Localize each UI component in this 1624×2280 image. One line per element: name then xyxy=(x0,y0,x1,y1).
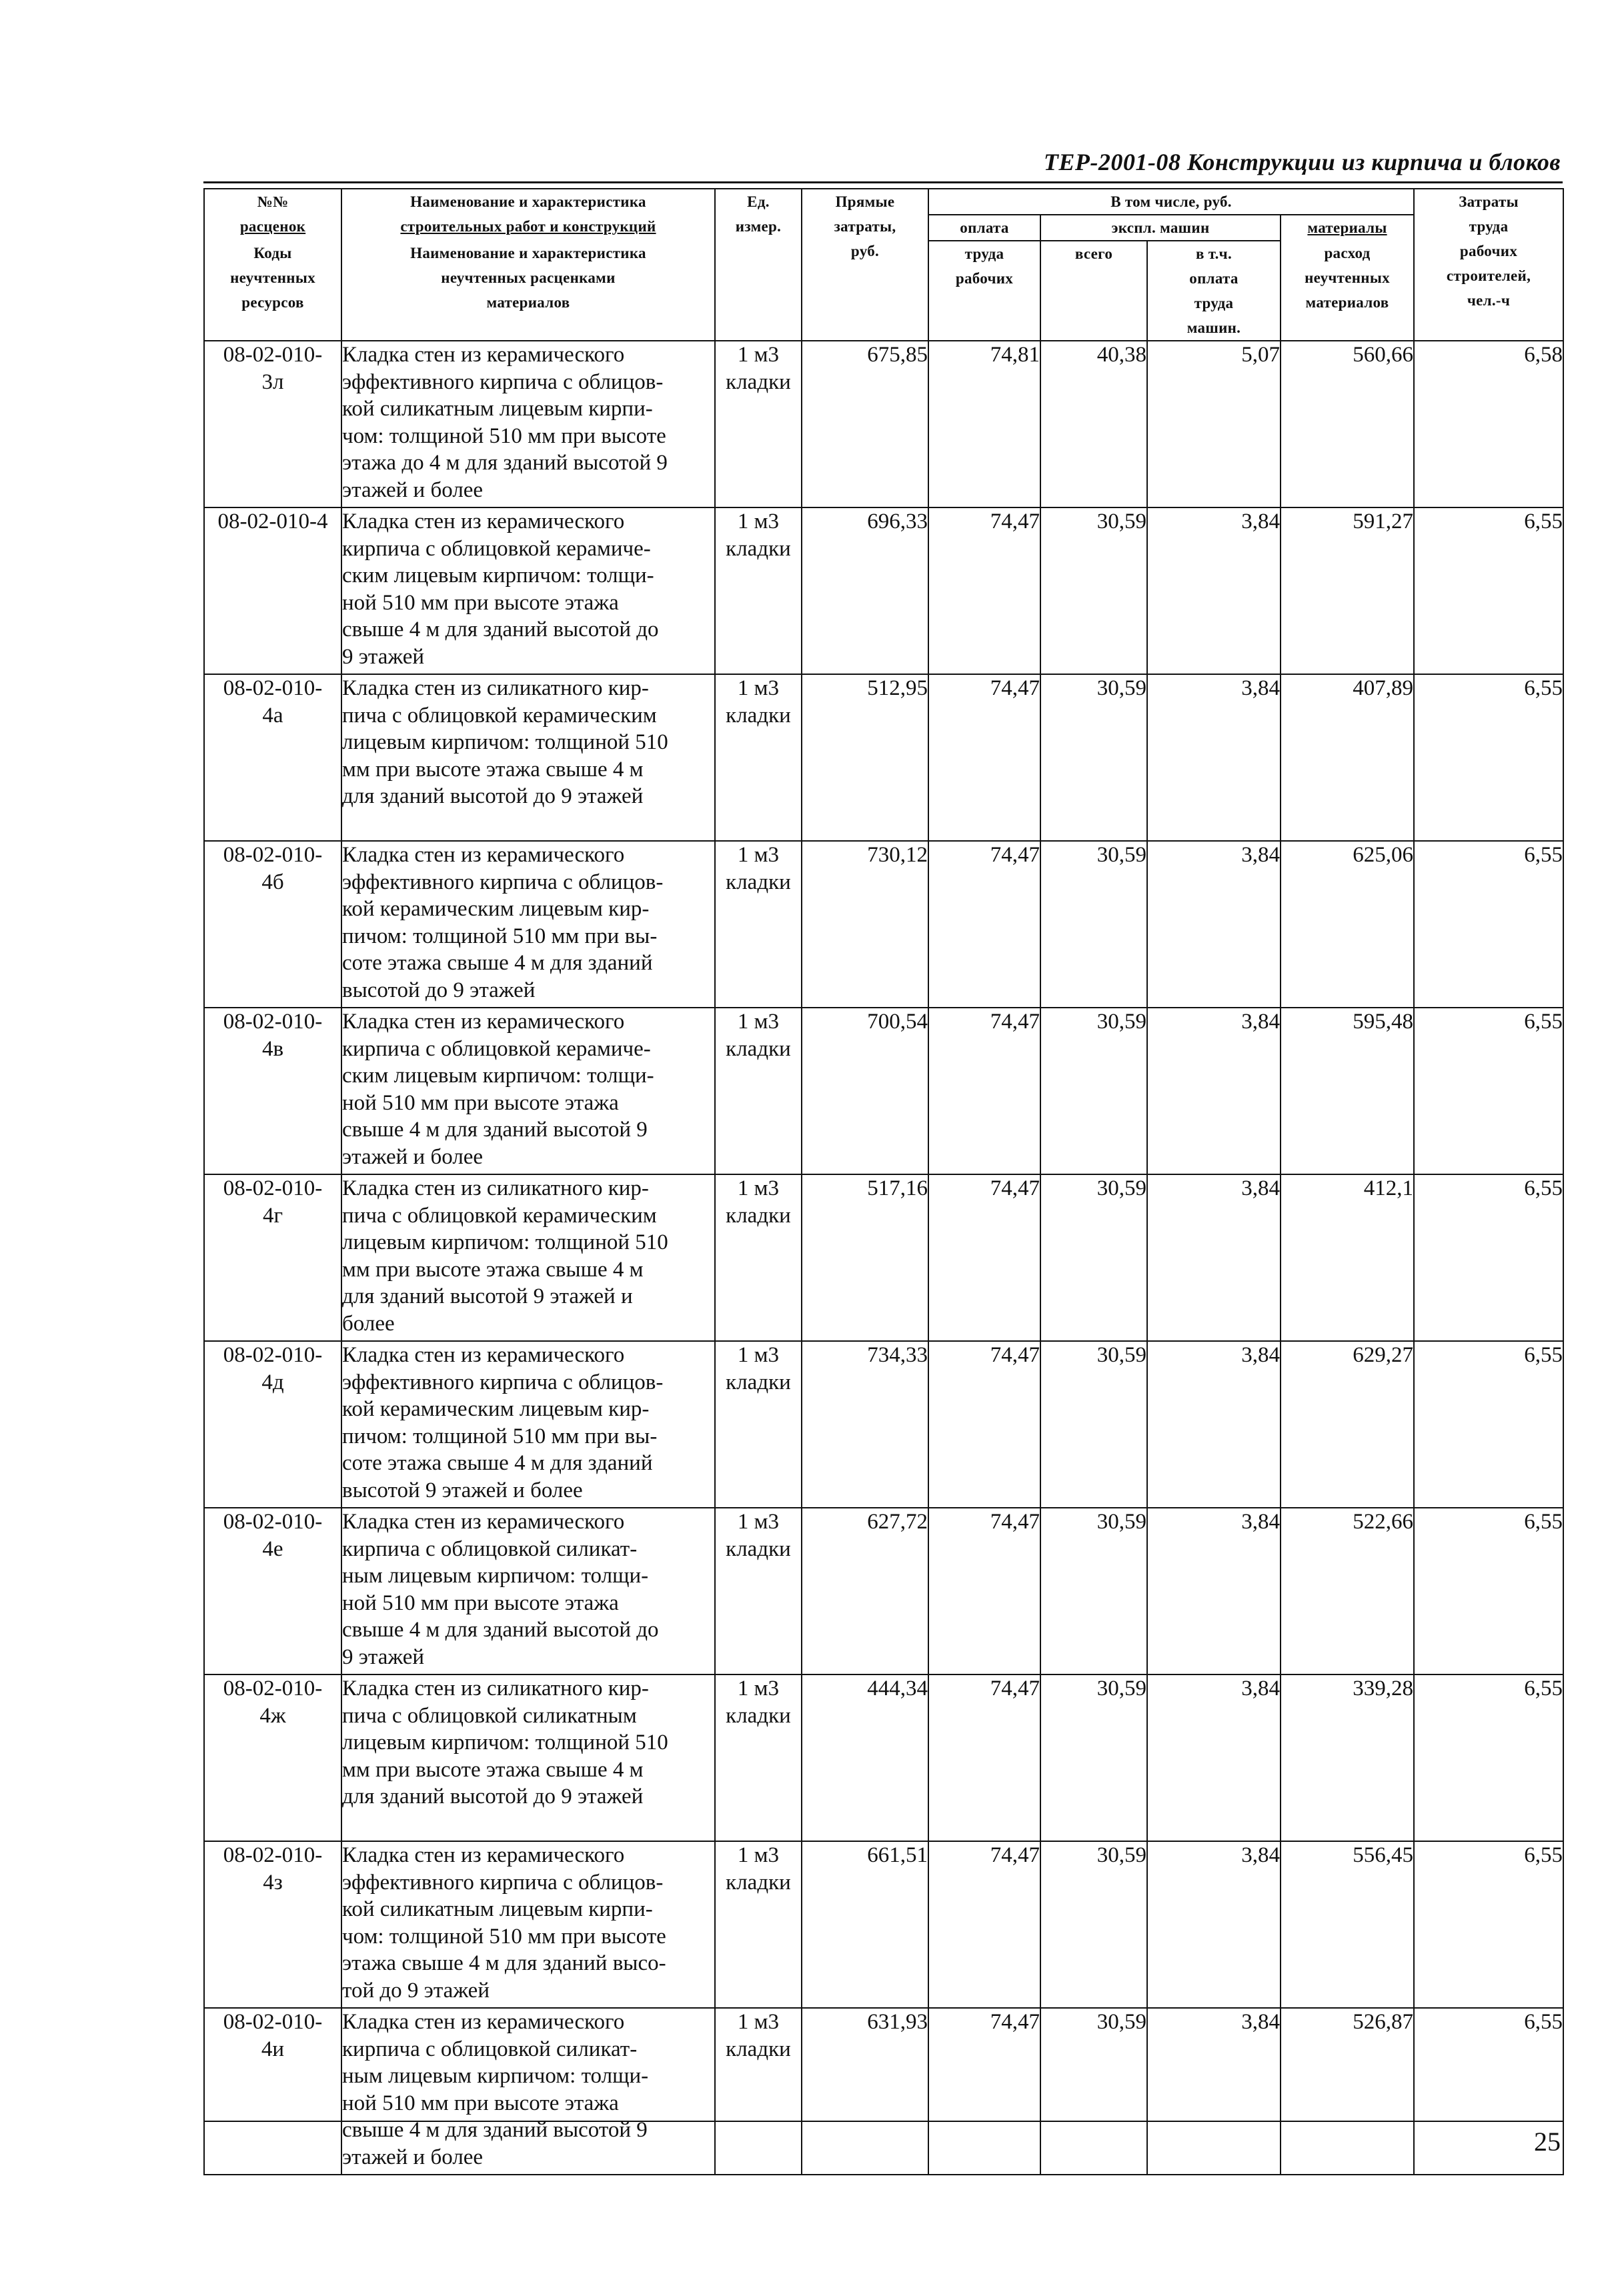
work-description-line: мм при высоте этажа свыше 4 м xyxy=(342,757,644,782)
unit-of-measure-line: кладки xyxy=(726,1036,791,1061)
work-description xyxy=(341,1174,715,1341)
work-description-line: Кладка стен из силикатного кир- xyxy=(342,1176,649,1200)
materials-cost: 625,06 xyxy=(1281,841,1414,1008)
rate-code xyxy=(204,2008,341,2175)
labor-hours: 6,55 xyxy=(1414,841,1563,1008)
machinist-wage: 3,84 xyxy=(1147,1008,1281,1174)
unit-of-measure xyxy=(715,1841,802,2008)
col-labor-line: рабочих xyxy=(1459,243,1518,259)
col-labor-line: чел.-ч xyxy=(1467,292,1511,309)
work-description-line: 9 этажей xyxy=(342,644,425,669)
col-direct-line: Прямые xyxy=(835,193,895,210)
rate-code-line: 4б xyxy=(261,870,284,894)
rate-code xyxy=(204,841,341,1008)
work-description-line: кирпича с облицовкой керамиче- xyxy=(342,1036,651,1061)
group-including: В том числе, руб. xyxy=(928,189,1414,215)
col-wage xyxy=(928,215,1040,341)
unit-of-measure-line: кладки xyxy=(726,870,791,894)
col-name-top-line: строительных работ и конструкций xyxy=(400,218,656,235)
table-row xyxy=(204,341,1563,507)
unit-of-measure-line: 1 м3 xyxy=(737,1843,780,1867)
machine-operation: 30,59 xyxy=(1040,2008,1147,2175)
col-code-top-line: расценок xyxy=(239,218,306,235)
unit-of-measure xyxy=(715,1008,802,1174)
materials-cost: 522,66 xyxy=(1281,1508,1414,1674)
table-row xyxy=(204,1841,1563,2008)
col-wage-line: рабочих xyxy=(955,270,1014,287)
work-description-line: Кладка стен из керамического xyxy=(342,509,625,533)
col-materials-bottom xyxy=(1281,241,1414,341)
materials-cost: 556,45 xyxy=(1281,1841,1414,2008)
work-description-line: высотой 9 этажей и более xyxy=(342,1478,583,1502)
machinist-wage: 3,84 xyxy=(1147,1174,1281,1341)
materials-cost: 560,66 xyxy=(1281,341,1414,507)
unit-of-measure-line: 1 м3 xyxy=(737,843,780,867)
work-description-line: эффективного кирпича с облицов- xyxy=(342,870,664,894)
table-row xyxy=(204,507,1563,674)
machine-operation: 30,59 xyxy=(1040,507,1147,674)
col-unit xyxy=(715,189,802,341)
labor-hours: 6,55 xyxy=(1414,1008,1563,1174)
unit-of-measure-line: кладки xyxy=(726,1536,791,1561)
col-mach-wage-line: машин. xyxy=(1186,319,1241,336)
work-description-line: лицевым кирпичом: толщиной 510 xyxy=(342,1731,668,1755)
materials-cost: 412,1 xyxy=(1281,1174,1414,1341)
rate-code xyxy=(204,674,341,841)
rate-code-line: 08-02-010-4 xyxy=(217,509,328,533)
worker-wage: 74,47 xyxy=(928,1674,1040,1841)
rate-code-line: 4в xyxy=(261,1036,284,1061)
work-description-line: Кладка стен из керамического xyxy=(342,843,625,867)
col-materials-line: материалов xyxy=(1305,294,1389,311)
col-name-bottom-line: неучтенных расценками xyxy=(441,269,616,286)
rate-code-line: 4ж xyxy=(259,1703,286,1728)
header-rule xyxy=(203,181,1563,183)
machine-operation: 30,59 xyxy=(1040,1508,1147,1674)
rate-code xyxy=(204,1674,341,1841)
table-row xyxy=(204,1008,1563,1174)
worker-wage: 74,47 xyxy=(928,507,1040,674)
work-description-line: ной 510 мм при высоте этажа xyxy=(342,590,619,615)
table-row xyxy=(204,1674,1563,1841)
unit-of-measure-line: 1 м3 xyxy=(737,1010,780,1034)
rate-code-line: 08-02-010- xyxy=(223,1510,323,1534)
unit-of-measure xyxy=(715,1341,802,1508)
page-number: 25 xyxy=(1534,2127,1561,2157)
col-code-bottom-line: Коды xyxy=(253,245,292,261)
work-description-line: эффективного кирпича с облицов- xyxy=(342,1370,664,1394)
work-description-line: ным лицевым кирпичом: толщи- xyxy=(342,2064,649,2088)
labor-hours: 6,55 xyxy=(1414,674,1563,841)
rate-code-line: 4г xyxy=(262,1203,283,1228)
worker-wage: 74,47 xyxy=(928,1174,1040,1341)
col-name-top-line: Наименование и характеристика xyxy=(410,193,646,210)
col-materials-line: неучтенных xyxy=(1305,269,1390,286)
direct-costs: 734,33 xyxy=(802,1341,928,1508)
col-mach-wage-line: оплата xyxy=(1189,270,1239,287)
unit-of-measure-line: 1 м3 xyxy=(737,1176,780,1200)
worker-wage: 74,81 xyxy=(928,341,1040,507)
rate-code-line: 4и xyxy=(261,2037,285,2061)
work-description-line: этажей и более xyxy=(342,1144,484,1169)
unit-of-measure xyxy=(715,1174,802,1341)
work-description-line: мм при высоте этажа свыше 4 м xyxy=(342,1257,644,1282)
rate-code xyxy=(204,1341,341,1508)
work-description-line: Кладка стен из керамического xyxy=(342,1010,625,1034)
col-machines-total: всего xyxy=(1040,241,1147,341)
col-wage-line: труда xyxy=(964,245,1004,262)
labor-hours: 6,55 xyxy=(1414,1341,1563,1508)
machinist-wage: 5,07 xyxy=(1147,341,1281,507)
direct-costs: 730,12 xyxy=(802,841,928,1008)
work-description xyxy=(341,1674,715,1841)
work-description xyxy=(341,1341,715,1508)
unit-of-measure-line: кладки xyxy=(726,2037,791,2061)
work-description-line: Кладка стен из керамического xyxy=(342,1343,625,1367)
rate-code xyxy=(204,1508,341,1674)
rate-code xyxy=(204,341,341,507)
unit-of-measure xyxy=(715,674,802,841)
machinist-wage: 3,84 xyxy=(1147,507,1281,674)
table-row xyxy=(204,841,1563,1008)
work-description-line: пича с облицовкой силикатным xyxy=(342,1703,637,1728)
price-table-body xyxy=(204,341,1563,2175)
col-code-bottom-line: неучтенных xyxy=(230,269,315,286)
work-description-line: свыше 4 м для зданий высотой до xyxy=(342,1618,659,1642)
unit-of-measure xyxy=(715,841,802,1008)
work-description-line: этажей и более xyxy=(342,2145,484,2169)
worker-wage: 74,47 xyxy=(928,674,1040,841)
table-row xyxy=(204,674,1563,841)
table-row xyxy=(204,1174,1563,1341)
work-description xyxy=(341,507,715,674)
price-table xyxy=(203,188,1564,2175)
work-description-line: Кладка стен из силикатного кир- xyxy=(342,1676,649,1700)
work-description-line: ным лицевым кирпичом: толщи- xyxy=(342,1564,649,1588)
unit-of-measure-line: 1 м3 xyxy=(737,1343,780,1367)
col-direct-line: руб. xyxy=(850,243,880,259)
work-description xyxy=(341,1008,715,1174)
work-description-line: пича с облицовкой керамическим xyxy=(342,1203,657,1228)
worker-wage: 74,47 xyxy=(928,1341,1040,1508)
unit-of-measure-line: кладки xyxy=(726,369,791,394)
machinist-wage: 3,84 xyxy=(1147,1841,1281,2008)
materials-cost: 407,89 xyxy=(1281,674,1414,841)
work-description-line: ной 510 мм при высоте этажа xyxy=(342,2091,619,2115)
table-row xyxy=(204,1341,1563,1508)
rate-code-line: 08-02-010- xyxy=(223,676,323,700)
work-description-line: этажа до 4 м для зданий высотой 9 xyxy=(342,451,668,475)
materials-cost: 526,87 xyxy=(1281,2008,1414,2175)
machinist-wage: 3,84 xyxy=(1147,1674,1281,1841)
direct-costs: 700,54 xyxy=(802,1008,928,1174)
machine-operation: 40,38 xyxy=(1040,341,1147,507)
rate-code-line: 08-02-010- xyxy=(223,1843,323,1867)
table-row xyxy=(204,1508,1563,1674)
work-description-line: для зданий высотой до 9 этажей xyxy=(342,1785,644,1809)
direct-costs: 444,34 xyxy=(802,1674,928,1841)
work-description-line: соте этажа свыше 4 м для зданий xyxy=(342,1451,653,1475)
unit-of-measure-line: кладки xyxy=(726,1703,791,1728)
col-code-top-line: №№ xyxy=(257,193,289,210)
worker-wage: 74,47 xyxy=(928,1008,1040,1174)
work-description-line: 9 этажей xyxy=(342,1644,425,1669)
col-mach-wage-line: в т.ч. xyxy=(1195,245,1232,262)
rate-code xyxy=(204,1174,341,1341)
work-description-line: кой керамическим лицевым кир- xyxy=(342,1397,650,1421)
machine-operation: 30,59 xyxy=(1040,1841,1147,2008)
direct-costs: 627,72 xyxy=(802,1508,928,1674)
unit-of-measure-line: 1 м3 xyxy=(737,2010,780,2034)
work-description-line: свыше 4 м для зданий высотой 9 xyxy=(342,1118,648,1142)
table-row xyxy=(204,2008,1563,2175)
unit-of-measure xyxy=(715,341,802,507)
labor-hours: 6,55 xyxy=(1414,1508,1563,1674)
direct-costs: 661,51 xyxy=(802,1841,928,2008)
machinist-wage: 3,84 xyxy=(1147,841,1281,1008)
rate-code-line: 4е xyxy=(262,1536,283,1561)
machine-operation: 30,59 xyxy=(1040,1341,1147,1508)
direct-costs: 696,33 xyxy=(802,507,928,674)
work-description-line: ским лицевым кирпичом: толщи- xyxy=(342,1064,654,1088)
unit-of-measure-line: кладки xyxy=(726,1870,791,1895)
col-name-bottom xyxy=(341,241,715,341)
rate-code-line: 4а xyxy=(262,703,283,728)
rate-code-line: 08-02-010- xyxy=(223,1176,323,1200)
col-direct-line: затраты, xyxy=(834,218,896,235)
work-description-line: мм при высоте этажа свыше 4 м xyxy=(342,1757,644,1782)
work-description xyxy=(341,1508,715,1674)
work-description-line: ной 510 мм при высоте этажа xyxy=(342,1590,619,1615)
work-description-line: Кладка стен из керамического xyxy=(342,2010,625,2034)
unit-of-measure-line: 1 м3 xyxy=(737,676,780,700)
materials-cost: 591,27 xyxy=(1281,507,1414,674)
work-description-line: эффективного кирпича с облицов- xyxy=(342,369,664,394)
direct-costs: 675,85 xyxy=(802,341,928,507)
col-materials-line: расход xyxy=(1324,245,1371,261)
work-description-line: кой силикатным лицевым кирпи- xyxy=(342,1897,653,1921)
work-description-line: соте этажа свыше 4 м для зданий xyxy=(342,951,653,975)
rate-code xyxy=(204,1841,341,2008)
work-description-line: этажей и более xyxy=(342,477,484,502)
worker-wage: 74,47 xyxy=(928,841,1040,1008)
col-name-bottom-line: Наименование и характеристика xyxy=(410,245,646,261)
work-description-line: пича с облицовкой керамическим xyxy=(342,703,657,728)
col-labor xyxy=(1414,189,1563,341)
unit-of-measure xyxy=(715,1674,802,1841)
materials-cost: 339,28 xyxy=(1281,1674,1414,1841)
machinist-wage: 3,84 xyxy=(1147,1341,1281,1508)
unit-of-measure-line: 1 м3 xyxy=(737,1510,780,1534)
machine-operation: 30,59 xyxy=(1040,1674,1147,1841)
col-direct-costs xyxy=(802,189,928,341)
work-description-line: свыше 4 м для зданий высотой до xyxy=(342,618,659,642)
rate-code xyxy=(204,1008,341,1174)
labor-hours: 6,55 xyxy=(1414,1174,1563,1341)
work-description-line: высотой до 9 этажей xyxy=(342,978,536,1002)
worker-wage: 74,47 xyxy=(928,2008,1040,2175)
group-machines: экспл. машин xyxy=(1040,215,1281,241)
rate-code-line: 08-02-010- xyxy=(223,343,323,367)
work-description-line: для зданий высотой до 9 этажей xyxy=(342,784,644,808)
labor-hours: 6,55 xyxy=(1414,1674,1563,1841)
labor-hours: 6,55 xyxy=(1414,1841,1563,2008)
work-description-line: ной 510 мм при высоте этажа xyxy=(342,1090,619,1115)
work-description-line: эффективного кирпича с облицов- xyxy=(342,1870,664,1895)
work-description-line: Кладка стен из керамического xyxy=(342,1843,625,1867)
work-description-line: лицевым кирпичом: толщиной 510 xyxy=(342,1230,668,1254)
materials-cost: 629,27 xyxy=(1281,1341,1414,1508)
col-name-top xyxy=(341,189,715,241)
unit-of-measure xyxy=(715,2008,802,2175)
work-description-line: свыше 4 м для зданий высотой 9 xyxy=(342,2118,648,2142)
work-description xyxy=(341,1841,715,2008)
work-description-line: кирпича с облицовкой силикат- xyxy=(342,1536,638,1561)
labor-hours: 6,55 xyxy=(1414,2008,1563,2175)
rate-code xyxy=(204,507,341,674)
rate-code-line: 08-02-010- xyxy=(223,1676,323,1700)
machinist-wage: 3,84 xyxy=(1147,674,1281,841)
work-description xyxy=(341,841,715,1008)
unit-of-measure-line: кладки xyxy=(726,1203,791,1228)
work-description-line: Кладка стен из керамического xyxy=(342,1510,625,1534)
col-labor-line: строителей, xyxy=(1446,267,1531,284)
labor-hours: 6,55 xyxy=(1414,507,1563,674)
work-description-line: той до 9 этажей xyxy=(342,1978,490,2003)
work-description-line: ским лицевым кирпичом: толщи- xyxy=(342,563,654,588)
unit-of-measure xyxy=(715,507,802,674)
work-description-line: чом: толщиной 510 мм при высоте xyxy=(342,1924,666,1949)
labor-hours: 6,58 xyxy=(1414,341,1563,507)
machine-operation: 30,59 xyxy=(1040,841,1147,1008)
footer-rule xyxy=(203,2121,1563,2122)
work-description-line: этажа свыше 4 м для зданий высо- xyxy=(342,1951,666,1975)
work-description xyxy=(341,674,715,841)
col-code-bottom xyxy=(204,241,341,341)
direct-costs: 512,95 xyxy=(802,674,928,841)
work-description-line: чом: толщиной 510 мм при высоте xyxy=(342,423,666,448)
work-description-line: пичом: толщиной 510 мм при вы- xyxy=(342,924,658,948)
unit-of-measure-line: кладки xyxy=(726,536,791,561)
running-head: ТЕР-2001-08 Конструкции из кирпича и блоков xyxy=(1043,149,1561,175)
machine-operation: 30,59 xyxy=(1040,1174,1147,1341)
header-row-1 xyxy=(204,189,1563,215)
work-description-line: для зданий высотой 9 этажей и xyxy=(342,1284,633,1308)
col-machines-wage xyxy=(1147,241,1281,341)
unit-of-measure-line: кладки xyxy=(726,703,791,728)
worker-wage: 74,47 xyxy=(928,1508,1040,1674)
unit-of-measure xyxy=(715,1508,802,1674)
machinist-wage: 3,84 xyxy=(1147,2008,1281,2175)
rate-code-line: 3л xyxy=(261,369,284,394)
work-description-line: Кладка стен из силикатного кир- xyxy=(342,676,649,700)
rate-code-line: 08-02-010- xyxy=(223,1010,323,1034)
rate-code-line: 4з xyxy=(263,1870,283,1895)
unit-of-measure-line: 1 м3 xyxy=(737,509,780,533)
rate-code-line: 4д xyxy=(261,1370,284,1394)
work-description-line: Кладка стен из керамического xyxy=(342,343,625,367)
col-materials-top: материалы xyxy=(1281,215,1414,241)
col-wage-line: оплата xyxy=(929,215,1040,241)
work-description xyxy=(341,341,715,507)
machinist-wage: 3,84 xyxy=(1147,1508,1281,1674)
machine-operation: 30,59 xyxy=(1040,1008,1147,1174)
work-description-line: пичом: толщиной 510 мм при вы- xyxy=(342,1424,658,1448)
work-description-line: кой керамическим лицевым кир- xyxy=(342,897,650,921)
rate-code-line: 08-02-010- xyxy=(223,2010,323,2034)
col-code-bottom-line: ресурсов xyxy=(241,294,304,311)
col-unit-line: Ед. xyxy=(747,193,770,210)
direct-costs: 517,16 xyxy=(802,1174,928,1341)
col-name-bottom-line: материалов xyxy=(486,294,570,311)
work-description xyxy=(341,2008,715,2175)
col-labor-line: труда xyxy=(1469,218,1509,235)
unit-of-measure-line: 1 м3 xyxy=(737,343,780,367)
work-description-line: лицевым кирпичом: толщиной 510 xyxy=(342,730,668,754)
work-description-line: кирпича с облицовкой керамиче- xyxy=(342,536,651,561)
work-description-line: кой силикатным лицевым кирпи- xyxy=(342,397,653,421)
unit-of-measure-line: 1 м3 xyxy=(737,1676,780,1700)
machine-operation: 30,59 xyxy=(1040,674,1147,841)
rate-code-line: 08-02-010- xyxy=(223,1343,323,1367)
col-code-top xyxy=(204,189,341,241)
work-description-line: более xyxy=(342,1311,395,1336)
rate-code-line: 08-02-010- xyxy=(223,843,323,867)
unit-of-measure-line: кладки xyxy=(726,1370,791,1394)
materials-cost: 595,48 xyxy=(1281,1008,1414,1174)
worker-wage: 74,47 xyxy=(928,1841,1040,2008)
col-unit-line: измер. xyxy=(735,218,782,235)
col-mach-wage-line: труда xyxy=(1194,295,1234,311)
work-description-line: кирпича с облицовкой силикат- xyxy=(342,2037,638,2061)
direct-costs: 631,93 xyxy=(802,2008,928,2175)
col-labor-line: Затраты xyxy=(1459,193,1519,210)
